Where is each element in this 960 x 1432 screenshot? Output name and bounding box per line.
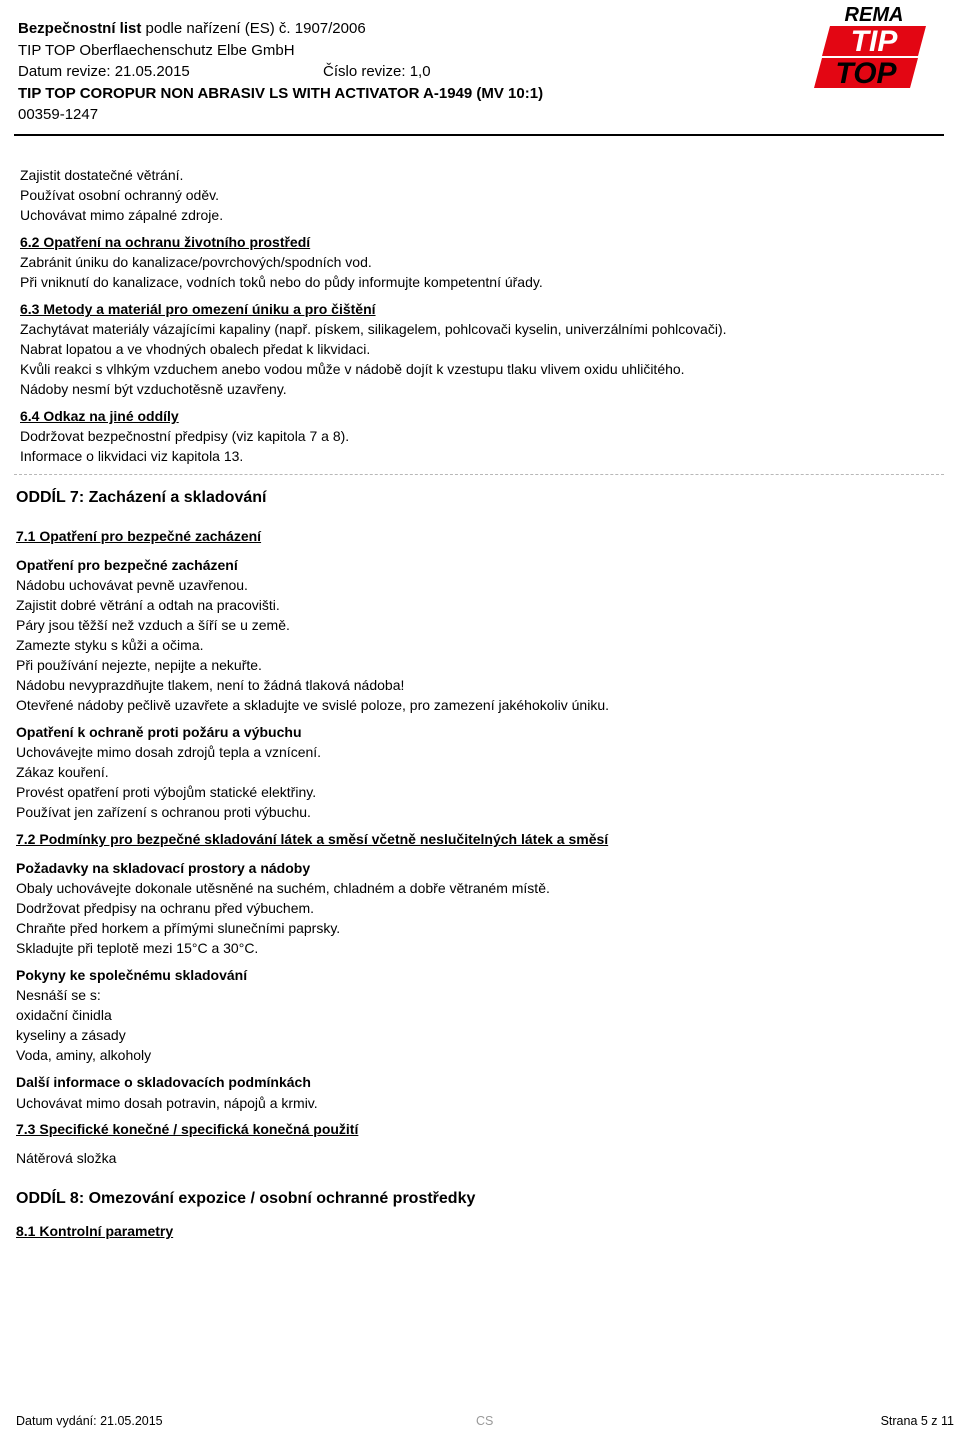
safe-handling-line: Páry jsou těžší než vzduch a šíří se u země. [16, 617, 290, 633]
section-divider [14, 474, 944, 475]
joint-storage-line: Nesnáší se s: [16, 987, 101, 1003]
fire-protection-line: Používat jen zařízení s ochranou proti výbuchu. [16, 804, 311, 820]
safe-handling-line: Nádobu uchovávat pevně uzavřenou. [16, 577, 248, 593]
sec6-3-line: Nabrat lopatou a ve vhodných obalech předat k likvidaci. [20, 341, 371, 357]
logo-rema-text: REMA [844, 4, 904, 26]
sec6-line: Zajistit dostatečné větrání. [20, 167, 184, 183]
sec6-line: Používat osobní ochranný oděv. [20, 187, 219, 203]
subsection-7-2-title: 7.2 Podmínky pro bezpečné skladování látek a směsí včetně neslučitelných látek a směsí [16, 831, 609, 847]
specific-use-line: Nátěrová složka [16, 1150, 117, 1166]
rema-tip-top-logo [814, 4, 926, 90]
issue-date: Datum vydání: 21.05.2015 [16, 1414, 163, 1428]
revision-date: Datum revize: 21.05.2015 [18, 63, 190, 80]
revision-row [18, 61, 798, 83]
sds-title: Bezpečnostní list podle nařízení (ES) č. 1907/2006 [18, 20, 366, 37]
joint-storage-line: kyseliny a zásady [16, 1027, 126, 1043]
logo-tip-text: TIP [850, 25, 898, 58]
fire-protection-heading: Opatření k ochraně proti požáru a výbuchu [16, 724, 302, 740]
subsection-6-2-title: 6.2 Opatření na ochranu životního prostředí [20, 234, 311, 250]
subsection-6-3-title: 6.3 Metody a materiál pro omezení úniku a pro čištění [20, 301, 376, 317]
safe-handling-line: Při používání nejezte, nepijte a nekuřte. [16, 657, 262, 673]
safe-handling-heading: Opatření pro bezpečné zacházení [16, 557, 238, 573]
sec6-2-line: Při vniknutí do kanalizace, vodních toků nebo do půdy informujte kompetentní úřady. [20, 274, 543, 290]
safe-handling-line: Zamezte styku s kůži a očima. [16, 637, 204, 653]
subsection-7-3-title: 7.3 Specifické konečné / specifická konečná použití [16, 1121, 359, 1137]
safe-handling-line: Otevřené nádoby pečlivě uzavřete a skladujte ve svislé poloze, pro zamezení jakéhokoliv úniku. [16, 697, 609, 713]
storage-info-heading: Další informace o skladovacích podmínkách [16, 1074, 311, 1090]
sec6-4-line: Informace o likvidaci viz kapitola 13. [20, 448, 244, 464]
header-divider [14, 134, 944, 136]
storage-requirements-line: Skladujte při teplotě mezi 15°C a 30°C. [16, 940, 259, 956]
sec6-3-line: Kvůli reakci s vlhkým vzduchem anebo vodou může v nádobě dojít k vzestupu tlaku vlivem oxidu uhličitého. [20, 361, 685, 377]
company-name: TIP TOP Oberflaechenschutz Elbe GmbH [18, 41, 295, 59]
document-header [18, 18, 798, 126]
joint-storage-heading: Pokyny ke společnému skladování [16, 967, 248, 983]
storage-info-line: Uchovávat mimo dosah potravin, nápojů a krmiv. [16, 1095, 318, 1111]
storage-requirements-line: Obaly uchovávejte dokonale utěsněné na suchém, chladném a dobře větraném místě. [16, 880, 550, 896]
sec6-2-line: Zabránit úniku do kanalizace/povrchových/spodních vod. [20, 254, 372, 270]
section-7-title: ODDÍL 7: Zacházení a skladování [16, 489, 267, 506]
subsection-7-1-title: 7.1 Opatření pro bezpečné zacházení [16, 528, 262, 544]
product-name: TIP TOP COROPUR NON ABRASIV LS WITH ACTIVATOR A-1949 (MV 10:1) [18, 84, 544, 102]
storage-requirements-line: Chraňte před horkem a přímými slunečními paprsky. [16, 920, 341, 936]
joint-storage-line: oxidační činidla [16, 1007, 112, 1023]
sec6-4-line: Dodržovat bezpečnostní předpisy (viz kapitola 7 a 8). [20, 428, 350, 444]
section-8-title: ODDÍL 8: Omezování expozice / osobní ochranné prostředky [16, 1190, 476, 1207]
fire-protection-line: Uchovávejte mimo dosah zdrojů tepla a vznícení. [16, 744, 322, 760]
sec6-line: Uchovávat mimo zápalné zdroje. [20, 207, 224, 223]
storage-requirements-heading: Požadavky na skladovací prostory a nádoby [16, 860, 311, 876]
joint-storage-line: Voda, aminy, alkoholy [16, 1047, 152, 1063]
storage-requirements-line: Dodržovat předpisy na ochranu před výbuchem. [16, 900, 315, 916]
fire-protection-line: Zákaz kouření. [16, 764, 109, 780]
logo-top-text: TOP [835, 57, 897, 90]
sec6-3-line: Zachytávat materiály vázajícími kapaliny (např. pískem, silikagelem, pohlcovači kyselin, univerzálními pohlcovači). [20, 321, 727, 337]
revision-number: Číslo revize: 1,0 [323, 63, 431, 80]
page-number: Strana 5 z 11 [880, 1414, 954, 1428]
sec6-3-line: Nádoby nesmí být vzduchotěsně uzavřeny. [20, 381, 287, 397]
subsection-8-1-title: 8.1 Kontrolní parametry [16, 1223, 174, 1239]
fire-protection-line: Provést opatření proti výbojům statické elektřiny. [16, 784, 317, 800]
language-code: CS [476, 1414, 494, 1428]
safe-handling-line: Nádobu nevyprazdňujte tlakem, není to žádná tlaková nádoba! [16, 677, 405, 693]
safe-handling-line: Zajistit dobré větrání a odtah na pracovišti. [16, 597, 280, 613]
subsection-6-4-title: 6.4 Odkaz na jiné oddíly [20, 408, 179, 424]
product-code: 00359-1247 [18, 106, 99, 123]
